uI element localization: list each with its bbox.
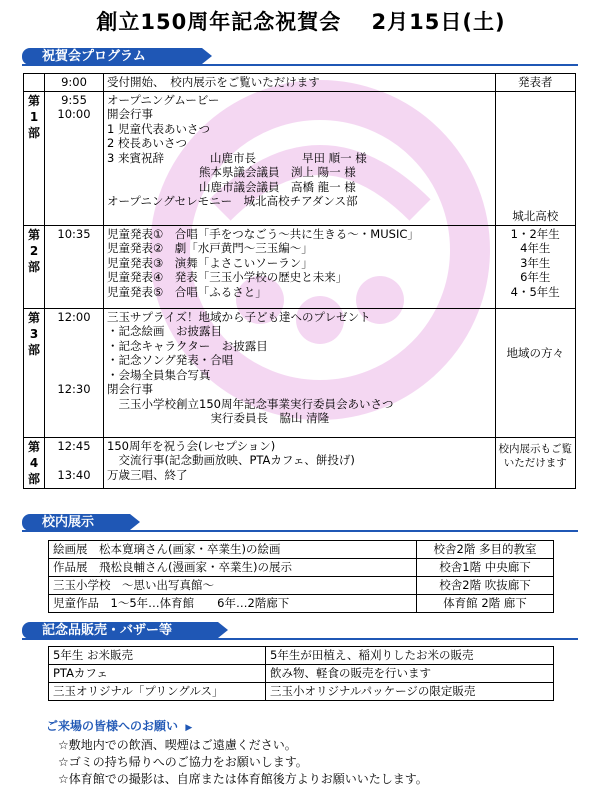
program-part2-row bbox=[24, 225, 576, 308]
bazaar-row bbox=[49, 647, 554, 665]
part2-label: 第 2 部 bbox=[24, 225, 45, 308]
exhibit-row bbox=[49, 559, 554, 577]
bazaar-heading-rule bbox=[22, 638, 578, 640]
part2-presenter: 1・2年生 4年生 3年生 6年生 4・5年生 bbox=[495, 225, 576, 308]
exhibit-row bbox=[49, 595, 554, 613]
notice-item: ☆敷地内での飲酒、喫煙はご遠慮ください。 bbox=[58, 738, 297, 752]
part4-presenter: 校内展示もご覧 いただけます bbox=[495, 437, 576, 488]
page-title: 創立150周年記念祝賀会 2月15日(土) bbox=[96, 10, 506, 34]
program-part1-row bbox=[24, 91, 576, 225]
exhibit-item: 児童作品 1～5年…体育館 6年…2階廊下 bbox=[49, 595, 417, 613]
part1-content: オープニングムービー 開会行事 1 児童代表あいさつ 2 校長あいさつ 3 来賓祝辞 山鹿市長 早田 順一 様 熊本県議会議員 渕上 陽一 様 山鹿市議会議員 高橋 龍一 様 オープニングセレモニー 城北高校チアダンス部 bbox=[104, 91, 496, 225]
part3-content: 三玉サプライズ！地域から子ども達へのプレゼント ・記念絵画 お披露目 ・記念キャラクター お披露目 ・記念ソング発表・合唱 ・会場全員集合写真 閉会行事 三玉小学校創立150周年記念事業実行委員会あいさつ 実行委員長 脇山 清隆 bbox=[104, 308, 496, 437]
exhibit-place: 体育館 2階 廊下 bbox=[417, 595, 554, 613]
program-heading-rule bbox=[22, 64, 578, 66]
notice-heading: ご来場の皆様へのお願い ▶ bbox=[46, 719, 193, 733]
exhibit-place: 校舎2階 多目的教室 bbox=[417, 541, 554, 559]
program-part3-row bbox=[24, 308, 576, 437]
part3-times: 12:00 12:30 bbox=[45, 308, 104, 437]
reception-time: 9:00 bbox=[45, 74, 104, 92]
part1-label: 第 1 部 bbox=[24, 91, 45, 225]
part3-label: 第 3 部 bbox=[24, 308, 45, 437]
part1-times: 9:55 10:00 bbox=[45, 91, 104, 225]
exhibits-table bbox=[48, 540, 554, 613]
bazaar-item: 三玉オリジナル「プリングルス」 bbox=[49, 683, 266, 701]
part2-time: 10:35 bbox=[45, 225, 104, 308]
bazaar-desc: 5年生が田植え、稲刈りしたお米の販売 bbox=[266, 647, 554, 665]
part1-presenter: 城北高校 bbox=[495, 91, 576, 225]
program-table bbox=[23, 73, 576, 489]
notice-item: ☆体育館での撮影は、自席または体育館後方よりお願いいたします。 bbox=[58, 772, 428, 786]
part2-content: 児童発表① 合唱「手をつなごう～共に生きる～・MUSIC」 児童発表② 劇「水戸黄門～三玉編～」 児童発表③ 演舞「よさこいソーラン」 児童発表④ 発表「三玉小学校の歴史と未来」 児童発表⑤ 合唱「ふるさと」 bbox=[104, 225, 496, 308]
exhibit-item: 三玉小学校 ～思い出写真館～ bbox=[49, 577, 417, 595]
bazaar-table bbox=[48, 646, 554, 701]
bazaar-item: 5年生 お米販売 bbox=[49, 647, 266, 665]
exhibit-row bbox=[49, 577, 554, 595]
bazaar-row bbox=[49, 683, 554, 701]
part4-times: 12:45 13:40 bbox=[45, 437, 104, 488]
reception-content: 受付開始、 校内展示をご覧いただけます bbox=[104, 74, 496, 92]
bazaar-row bbox=[49, 665, 554, 683]
bazaar-desc: 飲み物、軽食の販売を行います bbox=[266, 665, 554, 683]
program-header-row bbox=[24, 74, 576, 92]
program-part4-row bbox=[24, 437, 576, 488]
exhibit-row bbox=[49, 541, 554, 559]
program-heading: 祝賀会プログラム bbox=[22, 48, 202, 65]
notice-item: ☆ゴミの持ち帰りへのご協力をお願いします。 bbox=[58, 755, 308, 769]
exhibits-heading-rule bbox=[22, 530, 578, 532]
bazaar-item: PTAカフェ bbox=[49, 665, 266, 683]
part3-presenter: 地域の方々 bbox=[495, 308, 576, 437]
exhibit-place: 校舎1階 中央廊下 bbox=[417, 559, 554, 577]
exhibit-item: 絵画展 松本寛璃さん(画家・卒業生)の絵画 bbox=[49, 541, 417, 559]
part4-label: 第 4 部 bbox=[24, 437, 45, 488]
bazaar-desc: 三玉小オリジナルパッケージの限定販売 bbox=[266, 683, 554, 701]
exhibit-item: 作品展 飛松良輔さん(漫画家・卒業生)の展示 bbox=[49, 559, 417, 577]
exhibits-heading: 校内展示 bbox=[22, 514, 130, 531]
exhibit-place: 校舎2階 吹抜廊下 bbox=[417, 577, 554, 595]
bazaar-heading: 記念品販売・バザー等 bbox=[22, 622, 218, 639]
part4-content: 150周年を祝う会(レセプション) 交流行事(記念動画放映、PTAカフェ、餅投げ) 万歳三唱、終了 bbox=[104, 437, 496, 488]
triangle-right-icon: ▶ bbox=[182, 723, 193, 733]
presenter-header: 発表者 bbox=[495, 74, 576, 92]
